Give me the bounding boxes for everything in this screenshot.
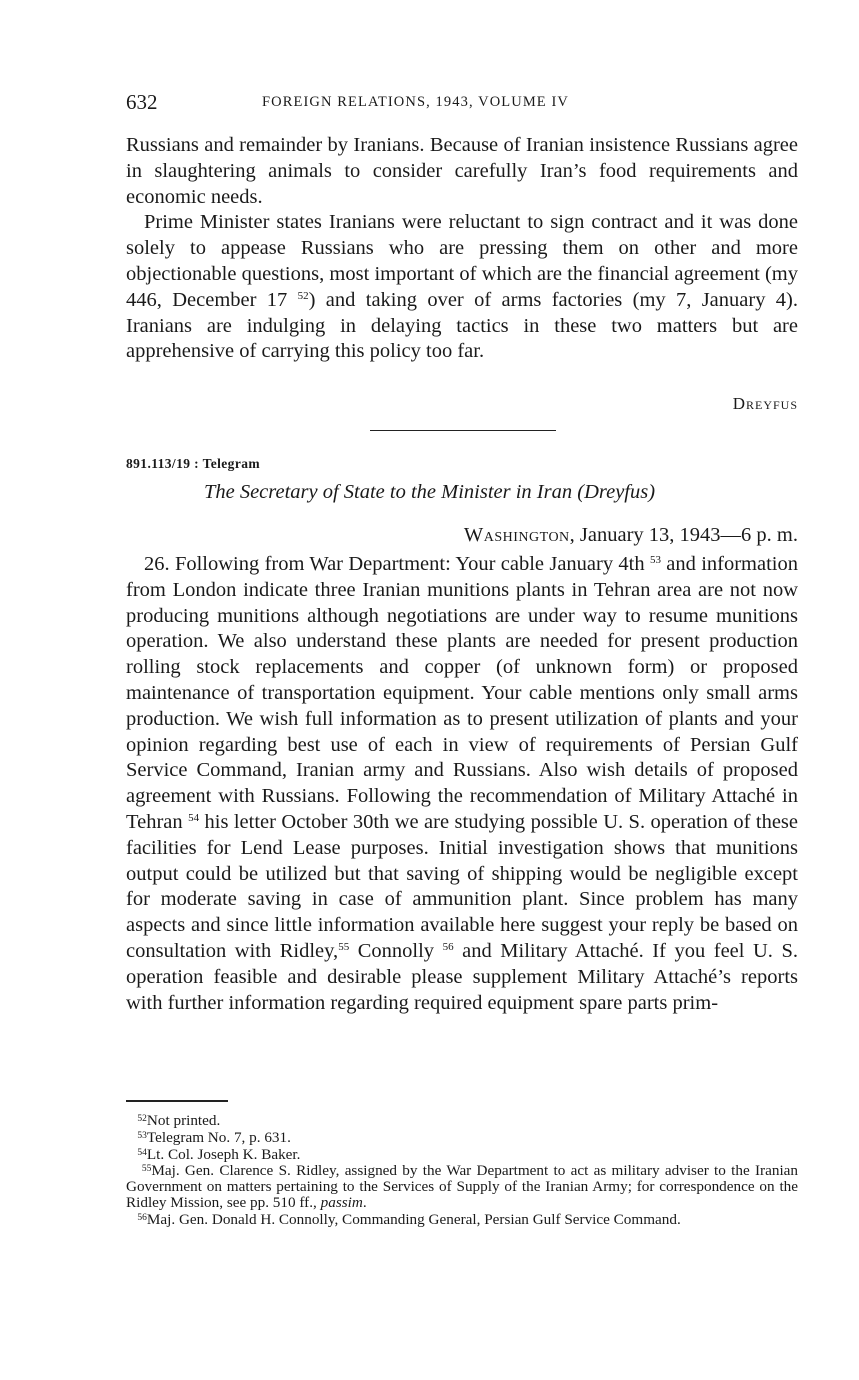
dateline-place: Washington [463, 524, 570, 546]
running-head: FOREIGN RELATIONS, 1943, VOLUME IV [262, 94, 569, 110]
signature: Dreyfus [732, 394, 798, 413]
section-divider [370, 430, 556, 431]
paragraph-prime-minister [126, 210, 798, 365]
footnote-text: Not printed. [146, 1112, 221, 1129]
footnote-text: Lt. Col. Joseph K. Baker. [146, 1145, 301, 1163]
telegram-text-5: and Military Attaché. If you feel U. S. operation feasible and desirable please supplement Military Attaché’s reports with further information regarding required equipment spare parts prim- [126, 939, 798, 1014]
footnote-number: 55 [141, 1164, 152, 1175]
footnote-text: Telegram No. 7, p. 631. [146, 1128, 291, 1146]
telegram-text-2: and information from London indicate three Iranian munitions plants in Tehran area are not now producing munitions although negotiations are under way to resume munitions operation. We also understand these plants are needed for present production rolling stock replacements and copper (of unknown form) or proposed maintenance of transportation equipment. Your cable mentions only small arms production. We wish full information as to present utilization of plants and your opinion regarding best use of each in view of requirements of Persian Gulf Service Command, Iranian army and Russians. Also wish details of proposed agreement with Russians. Following the recommendation of Military Attaché in Tehran [126, 553, 798, 833]
footnote-ref-54: 54 [188, 811, 200, 824]
para2-text-1: Prime Minister states Iranians were reluctant to sign contract and it was done solely to appease Russians who are pressing them on other and more objectionable questions, most important of which are the financial agreement (my 446, December 17 [126, 211, 798, 311]
footnote-number: 56 [137, 1212, 147, 1223]
footnotes [126, 1112, 798, 1228]
footnote-54 [126, 1146, 798, 1163]
footnote-56 [126, 1211, 798, 1228]
footnote-text: Maj. Gen. Donald H. Connolly, Commanding General, Persian Gulf Service Command. [146, 1210, 681, 1228]
footnote-55 [126, 1162, 798, 1210]
dateline-date: , January 13, 1943—6 p. m. [569, 524, 798, 546]
document-title: The Secretary of State to the Minister in Iran (Dreyfus) [203, 481, 656, 503]
footnote-52 [126, 1112, 798, 1129]
page-number: 632 [126, 90, 158, 114]
telegram-text-3: his letter October 30th we are studying possible U. S. operation of these facilities for Lend Lease purposes. Initial investigation shows that munitions output could be utilized but that saving of shipping would be negligible except for moderate saving in case of ammunition plant. Since problem has many aspects and since little information available here suggest your reply be based on consultation with Ridley, [126, 810, 798, 962]
footnote-number: 52 [137, 1114, 147, 1124]
dateline [464, 524, 798, 547]
footnote-divider [126, 1100, 228, 1102]
telegram-text-1: 26. Following from War Department: Your cable January 4th [144, 553, 645, 575]
footnote-after: . [362, 1193, 367, 1211]
telegram-paragraph [126, 552, 798, 1016]
footnote-ref-55: 55 [338, 940, 350, 953]
footnote-53 [126, 1129, 798, 1146]
para2-text-2: ) and taking over of arms factories (my 7, January 4). Iranians are indulging in delaying tactics in these two matters but are apprehensive of carrying this policy too far. [126, 288, 799, 363]
paragraph-continuation: Russians and remainder by Iranians. Because of Iranian insistence Russians agree in slaughtering animals to consider carefully Iran’s food requirements and economic needs. [126, 134, 798, 208]
footnote-number: 54 [137, 1147, 147, 1158]
footnote-number: 53 [137, 1130, 147, 1141]
telegram-body [126, 552, 798, 1016]
footnote-text: Maj. Gen. Clarence S. Ridley, assigned by the War Department to act as military adviser to the Iranian Government on matters pertaining to the Services of Supply of the Iranian Army; for correspondence on the Ridley Mission, see pp. 510 ff., [126, 1162, 799, 1211]
telegram-text-4: Connolly [349, 939, 435, 962]
footnote-ref-53: 53 [649, 554, 661, 566]
body-text-top [126, 133, 798, 365]
page-header [126, 90, 798, 120]
footnote-ref-56: 56 [442, 940, 454, 953]
footnote-ref-52: 52 [297, 289, 309, 302]
footnote-italic: passim [320, 1193, 363, 1211]
file-reference: 891.113/19 : Telegram [126, 456, 261, 471]
